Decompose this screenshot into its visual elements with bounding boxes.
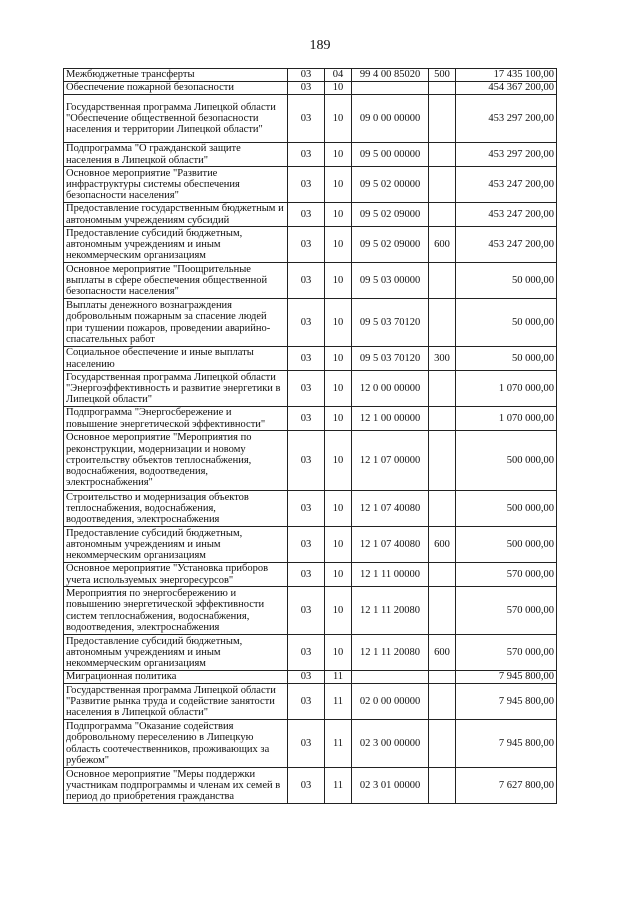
row-name: Подпрограмма "Энергосбережение и повышение энергетической эффективности": [64, 407, 288, 431]
row-expense-type: [429, 371, 456, 407]
row-section-code: 03: [288, 227, 325, 263]
table-row: [64, 684, 557, 720]
row-name: Выплаты денежного вознаграждения добровольным пожарным за спасение людей при тушении пожаров, проведении аварийно-спасательных работ: [64, 299, 288, 347]
row-subsection-code: 10: [325, 263, 352, 299]
row-amount: 1 070 000,00: [456, 407, 557, 431]
row-section-code: 03: [288, 167, 325, 203]
row-section-code: 03: [288, 347, 325, 371]
row-expense-type: [429, 203, 456, 227]
row-section-code: 03: [288, 407, 325, 431]
row-target-code: 02 3 00 00000: [352, 720, 429, 768]
row-amount: 7 945 800,00: [456, 720, 557, 768]
row-section-code: 03: [288, 563, 325, 587]
row-subsection-code: 10: [325, 527, 352, 563]
table-row: [64, 143, 557, 167]
row-amount: 500 000,00: [456, 491, 557, 527]
row-subsection-code: 10: [325, 227, 352, 263]
row-target-code: [352, 671, 429, 684]
row-target-code: 12 1 11 20080: [352, 635, 429, 671]
page-number: 189: [309, 38, 331, 53]
row-target-code: 09 5 03 70120: [352, 299, 429, 347]
row-name: Основное мероприятие "Меры поддержки участникам подпрограммы и членам их семей в период до приобретения гражданства: [64, 768, 288, 804]
row-expense-type: 600: [429, 635, 456, 671]
row-subsection-code: 10: [325, 143, 352, 167]
row-name: Государственная программа Липецкой области "Обеспечение общественной безопасности населения и территории Липецкой области": [64, 95, 288, 143]
row-name: Строительство и модернизация объектов теплоснабжения, водоснабжения, водоотведения, электроснабжения: [64, 491, 288, 527]
table-row: [64, 347, 557, 371]
row-subsection-code: 10: [325, 347, 352, 371]
row-amount: 7 627 800,00: [456, 768, 557, 804]
row-subsection-code: 11: [325, 720, 352, 768]
row-name: Миграционная политика: [64, 671, 288, 684]
row-name: Мероприятия по энергосбережению и повышению энергетической эффективности систем теплоснабжения, водоснабжения, водоотведения, электроснабжения: [64, 587, 288, 635]
row-subsection-code: 10: [325, 407, 352, 431]
table-row: [64, 263, 557, 299]
row-section-code: 03: [288, 371, 325, 407]
row-name: Государственная программа Липецкой области "Энергоэффективность и развитие энергетики в Липецкой области": [64, 371, 288, 407]
row-expense-type: [429, 143, 456, 167]
row-name: Основное мероприятие "Мероприятия по реконструкции, модернизации и новому строительству объектов теплоснабжения, водоснабжения, водоотведения, электроснабжения": [64, 431, 288, 491]
row-section-code: 03: [288, 527, 325, 563]
row-name: Обеспечение пожарной безопасности: [64, 82, 288, 95]
budget-table-body: [64, 69, 557, 804]
table-row: [64, 491, 557, 527]
row-section-code: 03: [288, 143, 325, 167]
row-subsection-code: 11: [325, 768, 352, 804]
budget-table: [63, 68, 557, 804]
row-expense-type: 600: [429, 527, 456, 563]
row-name: Межбюджетные трансферты: [64, 69, 288, 82]
row-name: Основное мероприятие "Развитие инфраструктуры системы обеспечения безопасности населения": [64, 167, 288, 203]
row-subsection-code: 10: [325, 82, 352, 95]
table-row: [64, 563, 557, 587]
row-expense-type: [429, 167, 456, 203]
row-name: Подпрограмма "О гражданской защите населения в Липецкой области": [64, 143, 288, 167]
row-subsection-code: 10: [325, 635, 352, 671]
row-subsection-code: 10: [325, 203, 352, 227]
row-target-code: [352, 82, 429, 95]
table-row: [64, 167, 557, 203]
row-expense-type: [429, 671, 456, 684]
row-expense-type: [429, 299, 456, 347]
row-subsection-code: 11: [325, 671, 352, 684]
row-target-code: 09 5 03 00000: [352, 263, 429, 299]
row-section-code: 03: [288, 635, 325, 671]
table-row: [64, 69, 557, 82]
row-target-code: 09 5 02 09000: [352, 227, 429, 263]
row-amount: 570 000,00: [456, 587, 557, 635]
row-section-code: 03: [288, 671, 325, 684]
row-target-code: 02 3 01 00000: [352, 768, 429, 804]
row-expense-type: [429, 263, 456, 299]
table-row: [64, 371, 557, 407]
row-amount: 50 000,00: [456, 299, 557, 347]
row-subsection-code: 10: [325, 167, 352, 203]
row-amount: 1 070 000,00: [456, 371, 557, 407]
table-row: [64, 671, 557, 684]
row-expense-type: [429, 491, 456, 527]
row-section-code: 03: [288, 768, 325, 804]
row-name: Подпрограмма "Оказание содействия добровольному переселению в Липецкую область соотечественников, проживающих за рубежом": [64, 720, 288, 768]
row-amount: 500 000,00: [456, 527, 557, 563]
row-expense-type: [429, 407, 456, 431]
row-target-code: 09 5 02 00000: [352, 167, 429, 203]
row-subsection-code: 10: [325, 371, 352, 407]
row-name: Основное мероприятие "Поощрительные выплаты в сфере обеспечения общественной безопасности населения": [64, 263, 288, 299]
table-row: [64, 203, 557, 227]
row-section-code: 03: [288, 720, 325, 768]
row-target-code: 09 5 00 00000: [352, 143, 429, 167]
row-expense-type: [429, 768, 456, 804]
row-amount: 50 000,00: [456, 263, 557, 299]
row-name: Предоставление государственным бюджетным и автономным учреждениям субсидий: [64, 203, 288, 227]
row-subsection-code: 10: [325, 491, 352, 527]
row-section-code: 03: [288, 203, 325, 227]
row-expense-type: 500: [429, 69, 456, 82]
row-target-code: 99 4 00 85020: [352, 69, 429, 82]
table-row: [64, 95, 557, 143]
row-target-code: 12 1 00 00000: [352, 407, 429, 431]
row-target-code: 09 0 00 00000: [352, 95, 429, 143]
row-subsection-code: 11: [325, 684, 352, 720]
row-expense-type: [429, 95, 456, 143]
row-subsection-code: 10: [325, 431, 352, 491]
row-target-code: 12 1 11 00000: [352, 563, 429, 587]
row-amount: 7 945 800,00: [456, 671, 557, 684]
row-section-code: 03: [288, 491, 325, 527]
row-target-code: 02 0 00 00000: [352, 684, 429, 720]
row-expense-type: 600: [429, 227, 456, 263]
row-amount: 454 367 200,00: [456, 82, 557, 95]
row-expense-type: [429, 720, 456, 768]
row-amount: 500 000,00: [456, 431, 557, 491]
table-row: [64, 299, 557, 347]
row-subsection-code: 10: [325, 587, 352, 635]
row-amount: 453 297 200,00: [456, 95, 557, 143]
row-amount: 570 000,00: [456, 635, 557, 671]
row-target-code: 12 1 07 00000: [352, 431, 429, 491]
table-row: [64, 768, 557, 804]
row-subsection-code: 10: [325, 563, 352, 587]
row-subsection-code: 10: [325, 95, 352, 143]
row-expense-type: [429, 82, 456, 95]
row-expense-type: [429, 431, 456, 491]
row-subsection-code: 10: [325, 299, 352, 347]
row-section-code: 03: [288, 82, 325, 95]
row-section-code: 03: [288, 263, 325, 299]
row-name: Предоставление субсидий бюджетным, автономным учреждениям и иным некоммерческим организациям: [64, 635, 288, 671]
row-expense-type: [429, 563, 456, 587]
row-expense-type: 300: [429, 347, 456, 371]
row-amount: 17 435 100,00: [456, 69, 557, 82]
row-section-code: 03: [288, 587, 325, 635]
row-expense-type: [429, 587, 456, 635]
row-target-code: 12 1 07 40080: [352, 527, 429, 563]
table-row: [64, 227, 557, 263]
table-row: [64, 635, 557, 671]
row-expense-type: [429, 684, 456, 720]
row-amount: 453 247 200,00: [456, 167, 557, 203]
table-row: [64, 527, 557, 563]
row-amount: 50 000,00: [456, 347, 557, 371]
row-section-code: 03: [288, 431, 325, 491]
row-section-code: 03: [288, 95, 325, 143]
row-amount: 453 247 200,00: [456, 203, 557, 227]
row-target-code: 09 5 02 09000: [352, 203, 429, 227]
row-name: Государственная программа Липецкой области "Развитие рынка труда и содействие занятости населения в Липецкой области": [64, 684, 288, 720]
table-row: [64, 407, 557, 431]
table-row: [64, 431, 557, 491]
row-amount: 7 945 800,00: [456, 684, 557, 720]
table-row: [64, 82, 557, 95]
table-row: [64, 587, 557, 635]
row-section-code: 03: [288, 684, 325, 720]
row-amount: 570 000,00: [456, 563, 557, 587]
row-target-code: 12 1 07 40080: [352, 491, 429, 527]
table-row: [64, 720, 557, 768]
row-target-code: 12 1 11 20080: [352, 587, 429, 635]
row-section-code: 03: [288, 299, 325, 347]
row-name: Социальное обеспечение и иные выплаты населению: [64, 347, 288, 371]
row-target-code: 09 5 03 70120: [352, 347, 429, 371]
row-subsection-code: 04: [325, 69, 352, 82]
row-amount: 453 247 200,00: [456, 227, 557, 263]
row-section-code: 03: [288, 69, 325, 82]
row-name: Предоставление субсидий бюджетным, автономным учреждениям и иным некоммерческим организациям: [64, 227, 288, 263]
row-name: Основное мероприятие "Установка приборов учета используемых энергоресурсов": [64, 563, 288, 587]
row-amount: 453 297 200,00: [456, 143, 557, 167]
row-target-code: 12 0 00 00000: [352, 371, 429, 407]
row-name: Предоставление субсидий бюджетным, автономным учреждениям и иным некоммерческим организациям: [64, 527, 288, 563]
